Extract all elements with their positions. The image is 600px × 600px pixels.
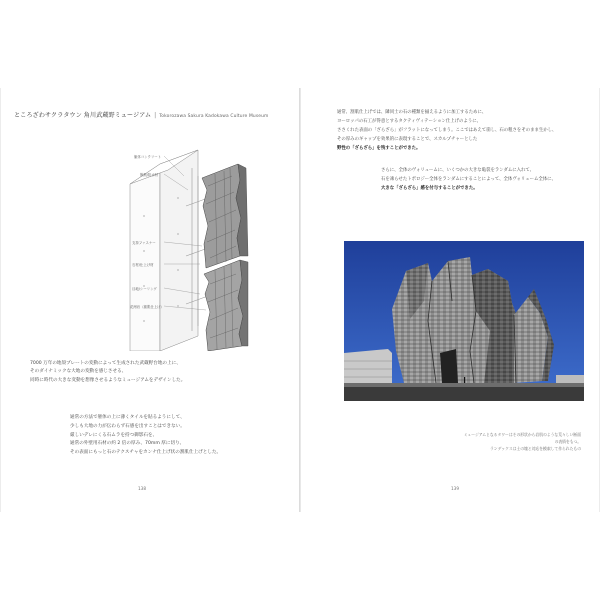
text-line: 石を凍らせたトポロジー全体をランダムにすることによって、全体ヴォリューム全体に、 (381, 177, 556, 182)
text-line: その表面にもっと石のテクスチャをカンナ仕上げ状の割肌仕上げとした。 (70, 450, 222, 456)
header-separator: | (154, 112, 157, 119)
diagram-label-fastener: 支持ファスナー (132, 241, 156, 245)
right-mid-text (381, 166, 556, 193)
text-line: 少しも大地の力が伝わらず石感を出すことはできない。 (70, 423, 185, 429)
diagram-label-joint: 目地/シーリング (132, 287, 157, 291)
photo-caption (461, 431, 581, 452)
left-intro-text (30, 360, 185, 385)
text-line: 通常の方法で躯体の上に薄くタイルを貼るようにして、 (70, 415, 185, 420)
text-line: 厳しいデレにくる石ムラを持つ御影石を、 (70, 432, 158, 438)
left-page (0, 88, 299, 512)
page-number-right: 139 (451, 486, 459, 491)
text-line: さらに、全体のヴォリュームに、いくつかの大きな亀裂をランダムに入れて、 (381, 168, 535, 173)
text-line: 通常の外壁用石材の約 2 倍の厚み、70mm 厚に切り、 (70, 441, 185, 447)
header-title-en: Tokorozawa Sakura Kadokawa Culture Museum (159, 114, 269, 119)
diagram-label-concrete: 躯体コンクリート (134, 155, 162, 159)
diagram-label-insulation: 断熱/防水材 (140, 173, 159, 177)
book-spread (0, 88, 600, 512)
text-line: 通常、割肌仕上げでは、隣同士の石の種類を揃えるように加工するために、 (337, 110, 487, 115)
text-line: そのダイナミックな大地の変動を感じさせる、 (30, 369, 127, 375)
page-number-left: 138 (138, 486, 146, 491)
text-line: 同時に時代の大きな変動を想像させるようなミュージアムをデザインした。 (30, 377, 186, 383)
text-line: 7000 万年の地殻プレートの変動によって生成された武蔵野台地の上に、 (30, 361, 181, 366)
diagram-label-stone: 石材/仕上げ材 (132, 263, 154, 267)
diagram-label-granite: 花崗岩（割肌仕上げ） (130, 305, 164, 309)
page-edge (0, 88, 1, 512)
wall-section-diagram (120, 146, 280, 351)
right-top-text (337, 108, 556, 153)
text-line: その厚みのギャップを効果的に表現することで、スカルプチャーとした (337, 137, 478, 142)
museum-photo (344, 241, 584, 401)
header-title-jp: ところざわサクラタウン 角川武蔵野ミュージアム (14, 112, 152, 119)
page-header (14, 110, 268, 119)
text-line: ヨーロッパの石工が得意とするタクティヴィテーション仕上げのように、 (337, 119, 482, 124)
text-line: 野性の「ざらざら」を残すことができた。 (337, 146, 421, 151)
caption-line: ミュージアムとなるタワーはその形状から岩肌のような荒々しい断面の表情をもつ。 (463, 432, 581, 444)
text-line: 大きな「ざらざら」感を付与することができた。 (381, 186, 478, 191)
left-body-text (70, 414, 221, 458)
text-line: ささくれた表面の「ざらざら」がフラットになってしまう。ここではあえて崩し、石の粗さをそのまま生かし、 (337, 128, 557, 133)
caption-line: ランデックスは土の塊と対応を模索して作られたもの (489, 446, 581, 451)
right-page (301, 88, 600, 512)
